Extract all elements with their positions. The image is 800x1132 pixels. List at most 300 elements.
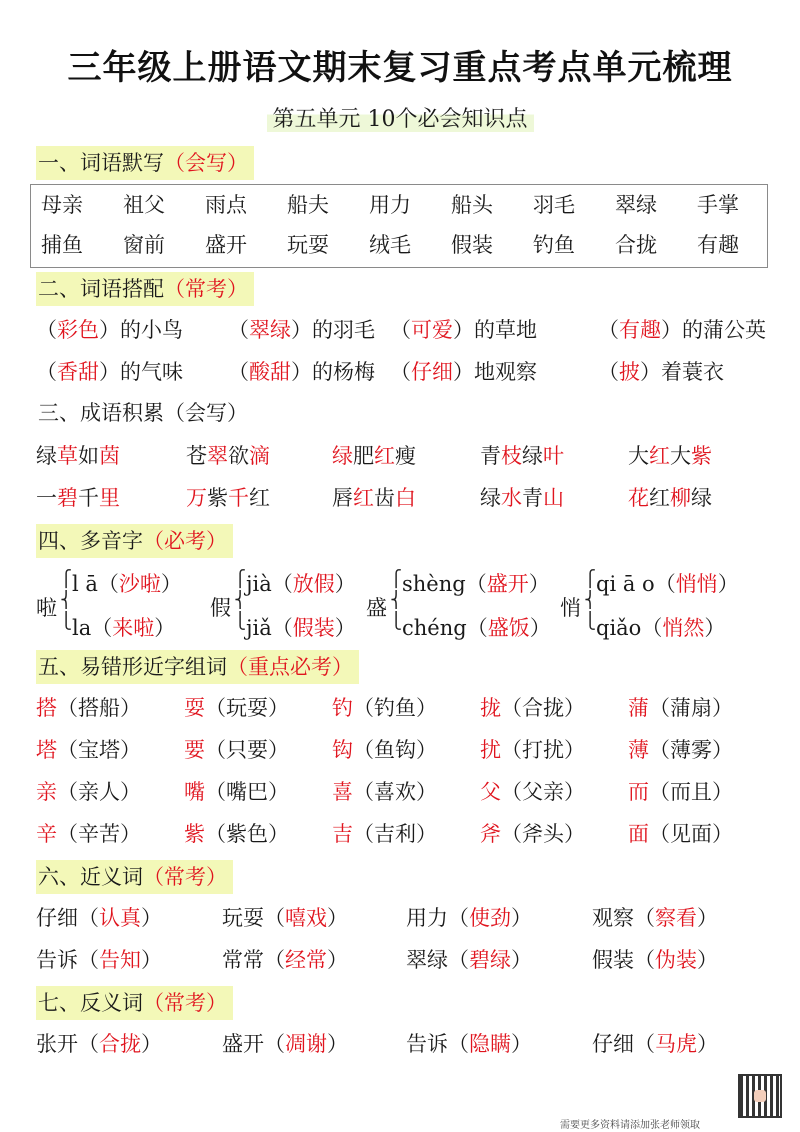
idiom-char: 里 bbox=[99, 486, 120, 510]
paren: ） bbox=[712, 696, 733, 720]
brace-glyph: ⎧ ⎨ ⎩ bbox=[584, 569, 596, 630]
dictation-word-box bbox=[30, 184, 768, 268]
paren: （ bbox=[78, 1032, 99, 1056]
paren: （ bbox=[501, 780, 522, 804]
paren: （ bbox=[228, 318, 249, 342]
collocation-answer: 翠绿 bbox=[249, 318, 291, 342]
synonym-word: 告诉 bbox=[36, 948, 78, 972]
paren: ） bbox=[528, 572, 550, 596]
synonym-answer: 碧绿 bbox=[469, 948, 511, 972]
idiom bbox=[628, 440, 712, 472]
paren: （ bbox=[448, 1032, 469, 1056]
polyphone-reading bbox=[596, 612, 725, 644]
paren: （ bbox=[501, 696, 522, 720]
paren: ） bbox=[564, 696, 585, 720]
paren: （ bbox=[353, 822, 374, 846]
paren: （ bbox=[78, 906, 99, 930]
paren: （ bbox=[465, 572, 487, 596]
similar-char-item bbox=[480, 734, 585, 766]
similar-char-item bbox=[628, 818, 733, 850]
paren: （ bbox=[57, 780, 78, 804]
paren: （ bbox=[641, 616, 663, 640]
idiom-char: 大 bbox=[670, 444, 691, 468]
idiom-char: 山 bbox=[543, 486, 564, 510]
paren: （ bbox=[205, 696, 226, 720]
paren: ） bbox=[268, 822, 289, 846]
paren: ） bbox=[712, 780, 733, 804]
similar-char-item bbox=[36, 776, 141, 808]
similar-char: 扰 bbox=[480, 738, 501, 762]
similar-word: 蒲扇 bbox=[670, 696, 712, 720]
idiom-char: 枝 bbox=[501, 444, 522, 468]
idiom-char: 碧 bbox=[57, 486, 78, 510]
similar-word: 宝塔 bbox=[78, 738, 120, 762]
paren: ） bbox=[511, 1032, 532, 1056]
idiom-char: 茵 bbox=[99, 444, 120, 468]
pinyin: l ā bbox=[72, 572, 98, 596]
paren: （ bbox=[649, 696, 670, 720]
synonym-item bbox=[406, 944, 532, 976]
collocation-item bbox=[390, 314, 537, 346]
idiom-char: 柳 bbox=[670, 486, 691, 510]
paren: ） bbox=[717, 572, 739, 596]
paren: （ bbox=[36, 318, 57, 342]
dictation-word: 有趣 bbox=[697, 233, 739, 257]
synonym-item bbox=[222, 902, 348, 934]
section-heading-dictation: 一、词语默写（会写） bbox=[36, 146, 254, 180]
idiom-char: 青 bbox=[522, 486, 543, 510]
synonym-item bbox=[222, 944, 348, 976]
paren: （ bbox=[271, 572, 293, 596]
section-heading-polyphones: 四、多音字（必考） bbox=[36, 524, 233, 558]
dictation-word: 祖父 bbox=[123, 193, 165, 217]
synonym-answer: 嘻戏 bbox=[285, 906, 327, 930]
idiom-char: 白 bbox=[395, 486, 416, 510]
paren: （ bbox=[264, 948, 285, 972]
idiom-char: 花 bbox=[628, 486, 649, 510]
similar-char-item bbox=[332, 734, 437, 766]
similar-char-item bbox=[480, 818, 585, 850]
similar-char-item bbox=[184, 692, 289, 724]
synonym-item bbox=[406, 902, 532, 934]
paren: ） bbox=[327, 948, 348, 972]
similar-char: 嘴 bbox=[184, 780, 205, 804]
paren: （ bbox=[271, 616, 293, 640]
paren: （ bbox=[57, 696, 78, 720]
paren: ） bbox=[268, 738, 289, 762]
similar-char: 钩 bbox=[332, 738, 353, 762]
idiom bbox=[480, 482, 564, 514]
paren: （ bbox=[649, 738, 670, 762]
similar-char: 吉 bbox=[332, 822, 353, 846]
dictation-word: 假装 bbox=[451, 233, 493, 257]
paren: ） bbox=[120, 696, 141, 720]
paren: ） bbox=[334, 616, 356, 640]
polyphone-char: 悄 bbox=[560, 596, 581, 620]
idiom-char: 红 bbox=[374, 444, 395, 468]
paren: （ bbox=[649, 822, 670, 846]
brace-glyph: ⎧ ⎨ ⎩ bbox=[234, 569, 246, 630]
pinyin: chéng bbox=[402, 616, 467, 640]
paren: （ bbox=[598, 360, 619, 384]
footer-note: 需要更多资料请添加张老师领取 bbox=[560, 1120, 700, 1131]
similar-char: 钓 bbox=[332, 696, 353, 720]
paren: ） bbox=[697, 948, 718, 972]
antonym-item bbox=[222, 1028, 348, 1060]
dictation-word: 手掌 bbox=[697, 193, 739, 217]
collocation-answer: 可爱 bbox=[411, 318, 453, 342]
collocation-answer: 披 bbox=[619, 360, 640, 384]
section-heading-similar-chars: 五、易错形近字组词（重点必考） bbox=[36, 650, 359, 684]
idiom-char: 滴 bbox=[249, 444, 270, 468]
polyphone-reading bbox=[402, 612, 551, 644]
section-heading-collocation: 二、词语搭配（常考） bbox=[36, 272, 254, 306]
paren: ） bbox=[141, 948, 162, 972]
similar-char: 面 bbox=[628, 822, 649, 846]
paren: （ bbox=[264, 906, 285, 930]
collocation-phrase: ）的羽毛 bbox=[291, 318, 375, 342]
idiom-char: 红 bbox=[249, 486, 270, 510]
brace-glyph: ⎧ ⎨ ⎩ bbox=[390, 569, 402, 630]
antonym-item bbox=[592, 1028, 718, 1060]
similar-word: 辛苦 bbox=[78, 822, 120, 846]
collocation-phrase: ）的气味 bbox=[99, 360, 183, 384]
similar-word: 只要 bbox=[226, 738, 268, 762]
similar-char: 要 bbox=[184, 738, 205, 762]
section-heading-idioms: 三、成语积累（会写） bbox=[38, 401, 248, 425]
dictation-word: 玩耍 bbox=[287, 233, 329, 257]
antonym-word: 仔细 bbox=[592, 1032, 634, 1056]
paren: （ bbox=[654, 572, 676, 596]
paren: （ bbox=[228, 360, 249, 384]
paren: ） bbox=[160, 572, 182, 596]
synonym-word: 观察 bbox=[592, 906, 634, 930]
paren: （ bbox=[390, 360, 411, 384]
similar-char: 薄 bbox=[628, 738, 649, 762]
similar-char-item bbox=[332, 818, 437, 850]
paren: （ bbox=[598, 318, 619, 342]
paren: ） bbox=[154, 616, 176, 640]
paren: ） bbox=[268, 780, 289, 804]
similar-char: 蒲 bbox=[628, 696, 649, 720]
polyphone-reading bbox=[72, 612, 175, 644]
similar-word: 薄雾 bbox=[670, 738, 712, 762]
paren: ） bbox=[327, 906, 348, 930]
idiom-char: 绿 bbox=[332, 444, 353, 468]
similar-char-item bbox=[184, 776, 289, 808]
idiom-char: 紫 bbox=[207, 486, 228, 510]
similar-char: 辛 bbox=[36, 822, 57, 846]
dictation-word: 窗前 bbox=[123, 233, 165, 257]
antonym-item bbox=[36, 1028, 162, 1060]
similar-word: 斧头 bbox=[522, 822, 564, 846]
synonym-word: 仔细 bbox=[36, 906, 78, 930]
pinyin: qiǎo bbox=[596, 616, 642, 640]
similar-word: 喜欢 bbox=[374, 780, 416, 804]
synonym-answer: 使劲 bbox=[469, 906, 511, 930]
antonym-answer: 隐瞒 bbox=[469, 1032, 511, 1056]
paren: （ bbox=[353, 696, 374, 720]
idiom-char: 一 bbox=[36, 486, 57, 510]
similar-word: 搭船 bbox=[78, 696, 120, 720]
similar-char: 父 bbox=[480, 780, 501, 804]
idiom-char: 欲 bbox=[228, 444, 249, 468]
synonym-item bbox=[592, 944, 718, 976]
synonym-item bbox=[36, 902, 162, 934]
paren: （ bbox=[264, 1032, 285, 1056]
paren: ） bbox=[697, 906, 718, 930]
idiom-char: 千 bbox=[78, 486, 99, 510]
pinyin: shèng bbox=[402, 572, 466, 596]
synonym-item bbox=[36, 944, 162, 976]
dictation-word: 翠绿 bbox=[615, 193, 657, 217]
paren: ） bbox=[120, 738, 141, 762]
idiom-char: 红 bbox=[353, 486, 374, 510]
synonym-answer: 认真 bbox=[99, 906, 141, 930]
idiom-char: 绿 bbox=[36, 444, 57, 468]
idiom-char: 肥 bbox=[353, 444, 374, 468]
dictation-word: 盛开 bbox=[205, 233, 247, 257]
dictation-word: 船头 bbox=[451, 193, 493, 217]
paren: ） bbox=[334, 572, 356, 596]
similar-char-item bbox=[36, 818, 141, 850]
similar-char-item bbox=[332, 776, 437, 808]
paren: ） bbox=[511, 906, 532, 930]
similar-char: 喜 bbox=[332, 780, 353, 804]
polyphone-word: 假装 bbox=[292, 616, 335, 640]
idiom-char: 叶 bbox=[543, 444, 564, 468]
idiom-char: 千 bbox=[228, 486, 249, 510]
dictation-word: 捕鱼 bbox=[41, 233, 83, 257]
unit-subtitle: 第五单元 10个必会知识点 bbox=[0, 102, 800, 133]
polyphone-word: 盛饭 bbox=[487, 616, 530, 640]
collocation-phrase: ）的蒲公英 bbox=[661, 318, 766, 342]
paren: ） bbox=[712, 738, 733, 762]
paren: （ bbox=[353, 780, 374, 804]
paren: （ bbox=[634, 906, 655, 930]
similar-char: 耍 bbox=[184, 696, 205, 720]
similar-char: 拢 bbox=[480, 696, 501, 720]
paren: （ bbox=[501, 738, 522, 762]
paren: ） bbox=[268, 696, 289, 720]
synonym-item bbox=[592, 902, 718, 934]
similar-char-item bbox=[332, 692, 437, 724]
similar-word: 合拢 bbox=[522, 696, 564, 720]
idiom-char: 水 bbox=[501, 486, 522, 510]
antonym-answer: 凋谢 bbox=[285, 1032, 327, 1056]
similar-word: 吉利 bbox=[374, 822, 416, 846]
dictation-word: 母亲 bbox=[41, 193, 83, 217]
dictation-word: 雨点 bbox=[205, 193, 247, 217]
synonym-word: 常常 bbox=[222, 948, 264, 972]
similar-char-item bbox=[628, 692, 733, 724]
antonym-answer: 马虎 bbox=[655, 1032, 697, 1056]
paren: （ bbox=[57, 822, 78, 846]
polyphone-word: 悄然 bbox=[662, 616, 705, 640]
paren: （ bbox=[448, 948, 469, 972]
paren: ） bbox=[564, 738, 585, 762]
collocation-item bbox=[390, 356, 537, 388]
similar-char-item bbox=[36, 692, 141, 724]
pinyin: la bbox=[72, 616, 92, 640]
paren: ） bbox=[564, 780, 585, 804]
synonym-word: 假装 bbox=[592, 948, 634, 972]
paren: （ bbox=[501, 822, 522, 846]
polyphone-word: 盛开 bbox=[486, 572, 529, 596]
paren: （ bbox=[466, 616, 488, 640]
synonym-answer: 告知 bbox=[99, 948, 141, 972]
polyphone-reading bbox=[402, 568, 550, 600]
similar-char-item bbox=[628, 776, 733, 808]
collocation-answer: 酸甜 bbox=[249, 360, 291, 384]
collocation-answer: 彩色 bbox=[57, 318, 99, 342]
collocation-item bbox=[598, 356, 724, 388]
similar-char-item bbox=[184, 734, 289, 766]
dictation-word: 羽毛 bbox=[533, 193, 575, 217]
page-title: 三年级上册语文期末复习重点考点单元梳理 bbox=[67, 48, 733, 88]
paren: （ bbox=[205, 738, 226, 762]
paren: ） bbox=[564, 822, 585, 846]
similar-word: 钓鱼 bbox=[374, 696, 416, 720]
polyphone-word: 来啦 bbox=[112, 616, 155, 640]
paren: （ bbox=[390, 318, 411, 342]
paren: （ bbox=[634, 1032, 655, 1056]
similar-char-item bbox=[480, 776, 585, 808]
idiom-char: 瘦 bbox=[395, 444, 416, 468]
paren: ） bbox=[416, 822, 437, 846]
antonym-word: 张开 bbox=[36, 1032, 78, 1056]
similar-word: 紫色 bbox=[226, 822, 268, 846]
qr-code bbox=[738, 1074, 782, 1118]
polyphone-word: 沙啦 bbox=[118, 572, 161, 596]
similar-char: 而 bbox=[628, 780, 649, 804]
antonym-answer: 合拢 bbox=[99, 1032, 141, 1056]
collocation-answer: 有趣 bbox=[619, 318, 661, 342]
polyphone-reading bbox=[246, 612, 356, 644]
paren: ） bbox=[704, 616, 726, 640]
collocation-answer: 仔细 bbox=[411, 360, 453, 384]
paren: ） bbox=[141, 906, 162, 930]
paren: ） bbox=[416, 696, 437, 720]
paren: ） bbox=[120, 822, 141, 846]
paren: （ bbox=[91, 616, 113, 640]
dictation-word: 船夫 bbox=[287, 193, 329, 217]
similar-word: 打扰 bbox=[522, 738, 564, 762]
idiom-char: 草 bbox=[57, 444, 78, 468]
polyphone-word: 放假 bbox=[292, 572, 335, 596]
idiom-char: 绿 bbox=[691, 486, 712, 510]
synonym-word: 用力 bbox=[406, 906, 448, 930]
pinyin: jiǎ bbox=[246, 616, 272, 640]
similar-word: 鱼钩 bbox=[374, 738, 416, 762]
polyphone-reading bbox=[246, 568, 356, 600]
dictation-word: 绒毛 bbox=[369, 233, 411, 257]
idiom-char: 红 bbox=[649, 444, 670, 468]
polyphone-reading bbox=[72, 568, 182, 600]
collocation-phrase: ）的草地 bbox=[453, 318, 537, 342]
collocation-item bbox=[228, 314, 375, 346]
paren: （ bbox=[353, 738, 374, 762]
idiom-char: 万 bbox=[186, 486, 207, 510]
antonym-word: 盛开 bbox=[222, 1032, 264, 1056]
paren: ） bbox=[120, 780, 141, 804]
idiom-char: 大 bbox=[628, 444, 649, 468]
paren: ） bbox=[511, 948, 532, 972]
collocation-item bbox=[598, 314, 766, 346]
paren: （ bbox=[634, 948, 655, 972]
synonym-answer: 伪装 bbox=[655, 948, 697, 972]
collocation-item bbox=[228, 356, 375, 388]
polyphone-char: 啦 bbox=[36, 596, 57, 620]
paren: ） bbox=[416, 780, 437, 804]
similar-word: 嘴巴 bbox=[226, 780, 268, 804]
polyphone-reading bbox=[596, 568, 739, 600]
idiom bbox=[332, 482, 416, 514]
similar-char: 紫 bbox=[184, 822, 205, 846]
collocation-answer: 香甜 bbox=[57, 360, 99, 384]
similar-word: 见面 bbox=[670, 822, 712, 846]
polyphone-char: 假 bbox=[210, 596, 231, 620]
pinyin: jià bbox=[246, 572, 272, 596]
idiom bbox=[480, 440, 564, 472]
idiom bbox=[332, 440, 416, 472]
section-heading-antonyms: 七、反义词（常考） bbox=[36, 986, 233, 1020]
synonym-answer: 察看 bbox=[655, 906, 697, 930]
collocation-phrase: ）的小鸟 bbox=[99, 318, 183, 342]
paren: （ bbox=[78, 948, 99, 972]
paren: （ bbox=[205, 780, 226, 804]
similar-char: 斧 bbox=[480, 822, 501, 846]
similar-char: 搭 bbox=[36, 696, 57, 720]
similar-char-item bbox=[480, 692, 585, 724]
paren: ） bbox=[697, 1032, 718, 1056]
paren: （ bbox=[448, 906, 469, 930]
idiom-char: 青 bbox=[480, 444, 501, 468]
similar-char-item bbox=[184, 818, 289, 850]
idiom-char: 齿 bbox=[374, 486, 395, 510]
paren: ） bbox=[416, 738, 437, 762]
antonym-item bbox=[406, 1028, 532, 1060]
collocation-item bbox=[36, 314, 183, 346]
idiom-char: 绿 bbox=[522, 444, 543, 468]
paren: （ bbox=[205, 822, 226, 846]
synonym-answer: 经常 bbox=[285, 948, 327, 972]
collocation-phrase: ）着蓑衣 bbox=[640, 360, 724, 384]
idiom-char: 红 bbox=[649, 486, 670, 510]
pinyin: qi ā o bbox=[596, 572, 655, 596]
paren: ） bbox=[529, 616, 551, 640]
similar-word: 玩耍 bbox=[226, 696, 268, 720]
idiom bbox=[628, 482, 712, 514]
paren: （ bbox=[36, 360, 57, 384]
idiom bbox=[186, 482, 270, 514]
paren: ） bbox=[712, 822, 733, 846]
brace-glyph: ⎧ ⎨ ⎩ bbox=[60, 569, 72, 630]
section-heading-synonyms: 六、近义词（常考） bbox=[36, 860, 233, 894]
polyphone-word: 悄悄 bbox=[675, 572, 718, 596]
polyphone-char: 盛 bbox=[366, 596, 387, 620]
idiom-char: 唇 bbox=[332, 486, 353, 510]
idiom-char: 如 bbox=[78, 444, 99, 468]
similar-char-item bbox=[36, 734, 141, 766]
idiom-char: 紫 bbox=[691, 444, 712, 468]
idiom bbox=[36, 440, 120, 472]
collocation-phrase: ）的杨梅 bbox=[291, 360, 375, 384]
similar-word: 亲人 bbox=[78, 780, 120, 804]
paren: ） bbox=[141, 1032, 162, 1056]
idiom bbox=[36, 482, 120, 514]
paren: （ bbox=[57, 738, 78, 762]
